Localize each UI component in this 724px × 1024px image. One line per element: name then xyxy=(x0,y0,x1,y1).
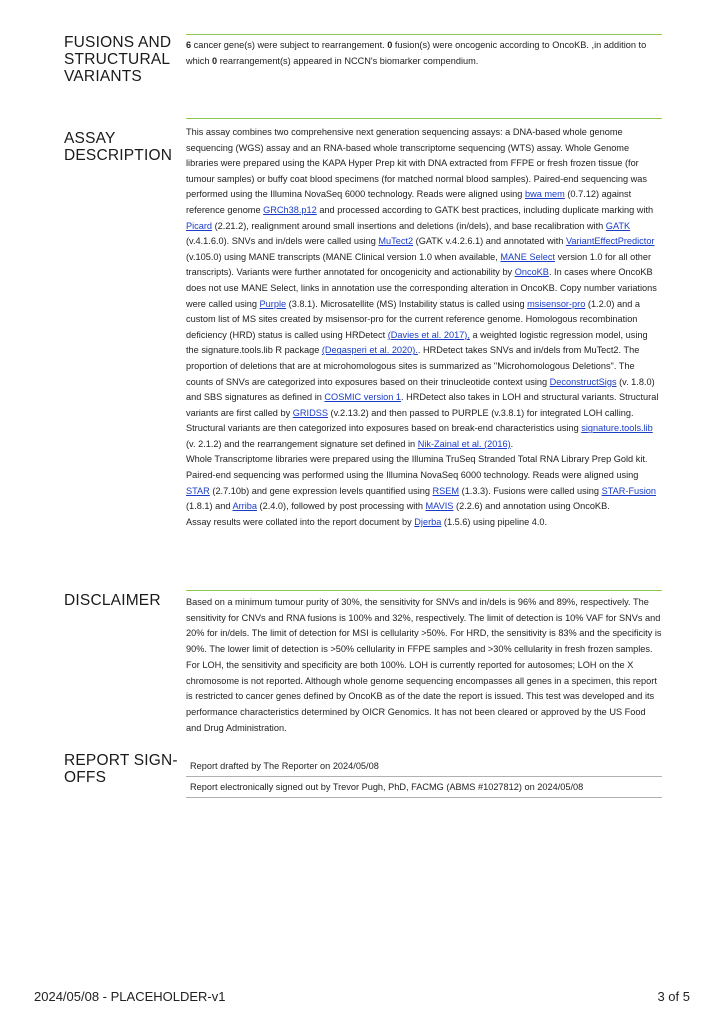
assay-text: . In cases where OncoKB does not use MANE Select, links in annotation use the corresponding alteration in OncoKB. Copy number variations were called using xyxy=(186,267,657,309)
signoffs-content xyxy=(186,752,662,798)
link-vep[interactable]: VariantEffectPredictor xyxy=(565,236,655,247)
fusions-top-rule xyxy=(186,34,662,35)
signoffs-heading: REPORT SIGN-OFFS xyxy=(64,752,178,786)
assay-text: (2.4.0), followed by post processing with xyxy=(257,501,426,512)
signoffs-section xyxy=(64,752,662,812)
assay-text: (0.7.12) against reference genome xyxy=(186,189,632,215)
link-rsem[interactable]: RSEM xyxy=(432,485,460,496)
assay-text: (v. 2.1.2) and the rearrangement signature set defined in xyxy=(186,438,418,449)
link-gridss[interactable]: GRIDSS xyxy=(292,407,328,418)
link-cosmic-v1[interactable]: COSMIC version 1 xyxy=(324,392,402,403)
link-picard[interactable]: Picard xyxy=(186,220,213,231)
assay-top-rule xyxy=(186,118,662,119)
link-signature-tools-lib[interactable]: signature.tools.lib xyxy=(581,423,653,434)
link-star-fusion[interactable]: STAR-Fusion xyxy=(601,485,657,496)
fusions-gene-count: 6 xyxy=(186,40,192,50)
assay-text: (2.2.6) and annotation using OncoKB. xyxy=(453,501,610,512)
assay-text: and processed according to GATK best practices, including duplicate marking with xyxy=(316,204,654,215)
signoff-signed: Report electronically signed out by Trevor Pugh, PhD, FACMG (ABMS #1027812) on 2024/05/08 xyxy=(190,782,584,792)
assay-text: (v.4.1.6.0). SNVs and in/dels were called using xyxy=(186,236,379,247)
fusions-summary xyxy=(186,38,662,69)
fusions-section xyxy=(64,34,662,94)
footer-date-version: 2024/05/08 - PLACEHOLDER-v1 xyxy=(34,989,226,1004)
link-gatk[interactable]: GATK xyxy=(605,220,631,231)
assay-text: Assay results were collated into the report document by xyxy=(186,516,415,527)
assay-section xyxy=(64,118,662,590)
assay-text: a weighted logistic regression model, using the signature.tools.lib R package xyxy=(186,329,648,356)
assay-wts-paragraph xyxy=(186,452,662,514)
assay-text: (v.105.0) using MANE transcripts (MANE Clinical version 1.0 when available, xyxy=(186,251,501,262)
disclaimer-top-rule xyxy=(186,590,662,591)
link-msisensor-pro[interactable]: msisensor-pro xyxy=(527,298,586,309)
assay-text: (1.2.0) and a custom list of MS sites created by msisensor-pro for the current reference genome. Homologous recombination deficiency (HRD) status is called using HRDetect xyxy=(186,298,640,340)
assay-text: (v.2.13.2) and then passed to PURPLE (v.3.8.1) for integrated LOH calling. Structural variants are then categorized into exposures based on break-end characteristics using xyxy=(186,407,634,434)
signoff-drafted: Report drafted by The Reporter on 2024/05/08 xyxy=(190,761,379,771)
assay-content xyxy=(186,118,662,530)
assay-text: . HRDetect also takes in LOH and structural variants. Structural variants are first called by xyxy=(186,392,659,418)
signoff-bottom-rule xyxy=(186,797,662,798)
link-star[interactable]: STAR xyxy=(186,485,210,496)
link-mavis[interactable]: MAVIS xyxy=(425,501,454,512)
assay-text: (v. 1.8.0) and SBS signatures as defined in xyxy=(186,376,655,403)
link-bwa-mem[interactable]: bwa mem xyxy=(524,189,565,200)
fusions-content xyxy=(186,34,662,69)
assay-collation-paragraph xyxy=(186,515,662,531)
link-djerba[interactable]: Djerba xyxy=(414,516,442,527)
assay-text: . HRDetect takes SNVs and in/dels from MuTect2. The proportion of deletions that are at microhomologous sites is summarized as "Microhomologous Deletions". The counts of SNVs are categorized into exposures based on their trinucleotide context using xyxy=(186,345,640,387)
link-arriba[interactable]: Arriba xyxy=(232,501,257,512)
assay-text: (1.3.3). Fusions were called using xyxy=(459,485,602,496)
disclaimer-heading: DISCLAIMER xyxy=(64,592,161,609)
assay-wgs-paragraph xyxy=(186,125,662,452)
assay-heading: ASSAY DESCRIPTION xyxy=(64,130,173,164)
link-deconstructsigs[interactable]: DeconstructSigs xyxy=(549,376,617,387)
link-grch38[interactable]: GRCh38.p12 xyxy=(263,204,317,215)
link-purple[interactable]: Purple xyxy=(259,298,287,309)
fusions-text-a: cancer gene(s) were subject to rearrangement. xyxy=(191,40,388,50)
fusions-oncogenic-count: 0 xyxy=(387,40,393,50)
assay-text: version 1.0 for all other transcripts). Variants were further annotated for oncogenicity and actionability by xyxy=(186,251,652,278)
assay-text: (3.8.1). Microsatellite (MS) Instability status is called using xyxy=(286,298,528,309)
link-oncokb[interactable]: OncoKB xyxy=(514,267,549,278)
assay-text: (2.21.2), realignment around small insertions and deletions (in/dels), and base recalibration with xyxy=(212,220,606,231)
disclaimer-section xyxy=(64,590,662,750)
assay-text: (2.7.10b) and gene expression levels quantified using xyxy=(209,485,433,496)
footer-page-number: 3 of 5 xyxy=(657,989,690,1004)
assay-text: (1.8.1) and xyxy=(186,501,233,512)
link-mutect2[interactable]: MuTect2 xyxy=(378,236,414,247)
assay-text: (GATK v.4.2.6.1) and annotated with xyxy=(413,236,566,247)
fusions-heading: FUSIONS AND STRUCTURAL VARIANTS xyxy=(64,34,172,85)
assay-text: Whole Transcriptome libraries were prepared using the Illumina TruSeq Stranded Total RNA Library Prep Gold kit. Paired-end sequencing was performed using the Illumina NovaSeq 6000 technology. Reads were aligned using xyxy=(186,454,648,481)
disclaimer-content xyxy=(186,590,662,736)
assay-text: This assay combines two comprehensive next generation sequencing assays: a DNA-based whole genome sequencing (WGS) assay and an RNA-based whole transcriptome sequencing (WTS) assay. Whole Genome libraries were prepared using the KAPA Hyper Prep kit with DNA extracted from FFPE or fresh frozen tissue (for tumour samples) or buffy coat blood specimens (for matched normal blood samples). Paired-end sequencing was performed using the Illumina NovaSeq 6000 technology. Reads were aligned using xyxy=(186,127,647,200)
disclaimer-text: Based on a minimum tumour purity of 30%, the sensitivity for SNVs and in/dels is 96% and 89%, respectively. The sensitivity for CNVs and RNA fusions is 100% and 32%, respectively. The limit of detection is 10% VAF for SNVs and 20% for in/dels. The limit of detection for MSI is cellularity >50%. For HRD, the sensitivity is 83% and the specificity is 90%. The lower limit of detection is >50% cellularity in FFPE samples and >30% cellularity in fresh frozen samples. For LOH, the sensitivity and specificity are both 100%. LOH is currently reported for autosomes; LOH on the X chromosome is not reported. Although whole genome sequencing encompasses all genes in a specimen, this report is restricted to cancer genes defined by OncoKB as of the date the report is issued. This test was developed and its performance characteristics determined by OICR Genomics. It has not been cleared or approved by the US Food and Drug Administration. xyxy=(186,597,662,733)
fusions-nccn-count: 0 xyxy=(212,55,218,66)
fusions-text-c: rearrangement(s) appeared in NCCN's biomarker compendium. xyxy=(217,55,479,66)
link-degasperi-2020[interactable]: (Degasperi et al. 2020). xyxy=(321,345,418,356)
fusions-text-b: fusion(s) were oncogenic according to OncoKB. ,in addition to which xyxy=(186,40,647,66)
link-davies-2017[interactable]: (Davies et al. 2017), xyxy=(387,329,470,340)
assay-text: (1.5.6) using pipeline 4.0. xyxy=(441,516,548,527)
link-nik-zainal-2016[interactable]: Nik-Zainal et al. (2016) xyxy=(417,438,511,449)
assay-text: . xyxy=(510,438,514,449)
link-mane-select[interactable]: MANE Select xyxy=(500,251,556,262)
